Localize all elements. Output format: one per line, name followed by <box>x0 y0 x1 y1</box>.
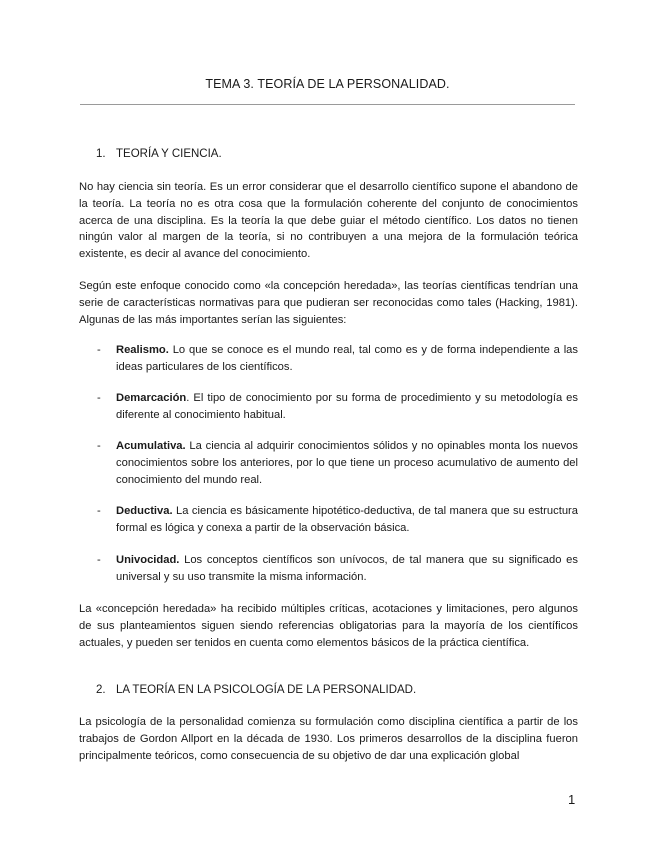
list-item-text: Los conceptos científicos son unívocos, de tal manera que su significado es universal y su uso transmite la misma información. <box>116 554 578 583</box>
list-item-term: Acumulativa. <box>116 440 186 452</box>
bullet-dash: - <box>97 344 101 356</box>
list-item-text: Lo que se conoce es el mundo real, tal como es y de forma independiente a las ideas particulares de los científicos. <box>116 344 578 373</box>
list-item-term: Deductiva. <box>116 505 173 517</box>
page-title: TEMA 3. TEORÍA DE LA PERSONALIDAD. <box>205 77 450 91</box>
paragraph: No hay ciencia sin teoría. Es un error considerar que el desarrollo científico supone el abandono de la teoría. La teoría no es otra cosa que la formulación coherente del conjunto de conocimientos acerca de una disciplina. Es la teoría la que debe guiar el método científico. Los datos no tienen ningún valor al margen de la teoría, si no contribuyen a una mejora de la formulación teórica existente, es decir al avance del conocimiento. <box>79 181 578 261</box>
list-item-text: . El tipo de conocimiento por su forma de procedimiento y su metodología es diferente al conocimiento habitual. <box>116 392 578 421</box>
paragraph: Según este enfoque conocido como «la concepción heredada», las teorías científicas tendrían una serie de características normativas para que pudieran ser reconocidas como tales (Hacking, 1981). Algunas de las más importantes serían las siguientes: <box>79 280 578 326</box>
section-number: 2. <box>96 684 106 696</box>
bullet-dash: - <box>97 505 101 517</box>
list-item <box>97 503 578 537</box>
bullet-dash: - <box>97 392 101 404</box>
section-number: 1. <box>96 148 106 160</box>
paragraph: La psicología de la personalidad comienza su formulación como disciplina científica a partir de los trabajos de Gordon Allport en la década de 1930. Los primeros desarrollos de la disciplina fueron principalmente teóricos, como consecuencia de su objetivo de dar una explicación global <box>79 716 578 762</box>
list-item-term: Realismo. <box>116 344 169 356</box>
list-item <box>97 552 578 586</box>
bullet-dash: - <box>97 554 101 566</box>
list-item <box>97 342 578 376</box>
title-divider <box>80 104 575 105</box>
section-title: TEORÍA Y CIENCIA. <box>116 148 222 160</box>
list-item-text: La ciencia es básicamente hipotético-deductiva, de tal manera que su estructura formal es lógica y conexa a partir de la observación básica. <box>116 505 578 534</box>
section-heading-1 <box>96 148 222 160</box>
list-item-text: La ciencia al adquirir conocimientos sólidos y no opinables monta los nuevos conocimientos sobre los anteriores, por lo que tiene un proceso acumulativo de aumento del conocimiento del mundo real. <box>116 440 578 486</box>
bullet-dash: - <box>97 440 101 452</box>
section-heading-2 <box>96 684 416 696</box>
paragraph: La «concepción heredada» ha recibido múltiples críticas, acotaciones y limitaciones, pero algunos de sus planteamientos siguen siendo referencias obligatorias para la mayoría de los científicos actuales, y pueden ser tenidos en cuenta como elementos básicos de la práctica científica. <box>79 603 578 649</box>
list-item <box>97 438 578 488</box>
list-item-term: Demarcación <box>116 392 187 404</box>
list-item-term: Univocidad. <box>116 554 180 566</box>
section-title: LA TEORÍA EN LA PSICOLOGÍA DE LA PERSONALIDAD. <box>116 684 417 696</box>
page-number: 1 <box>568 792 576 807</box>
list-item <box>97 390 578 424</box>
